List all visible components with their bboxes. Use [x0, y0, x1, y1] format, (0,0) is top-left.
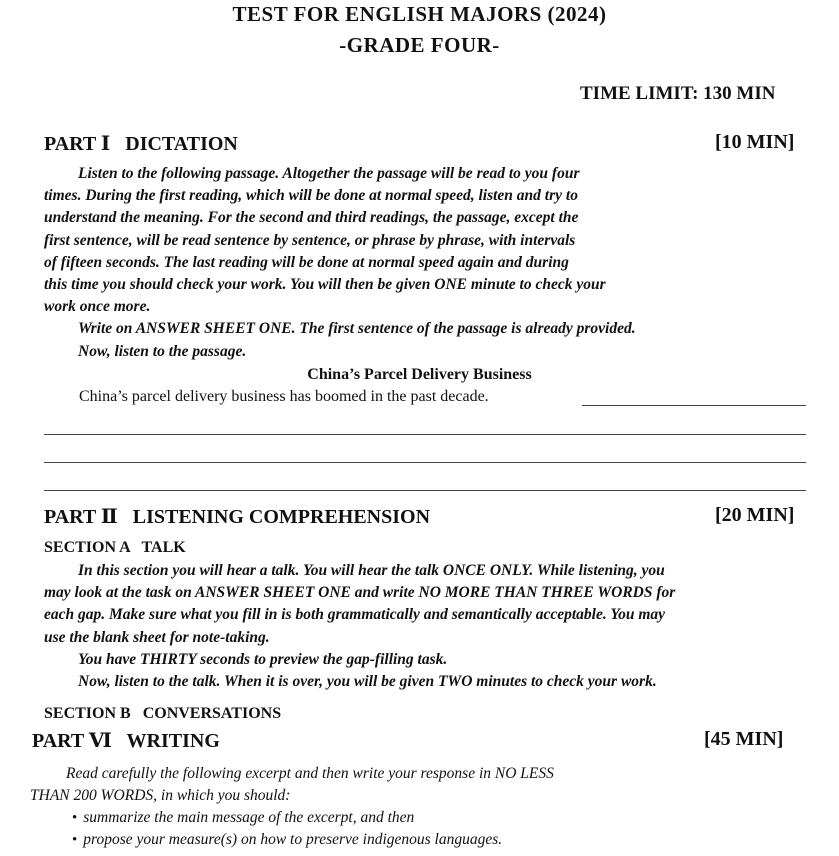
- exam-title: TEST FOR ENGLISH MAJORS (2024): [232, 2, 607, 26]
- part6-heading: PART Ⅵ WRITING: [32, 730, 220, 752]
- time-limit: TIME LIMIT: 130 MIN: [580, 83, 776, 104]
- part2-preview: You have THIRTY seconds to preview the gap-filling task.: [78, 650, 448, 668]
- part1-write-on: Write on ANSWER SHEET ONE. The first sentence of the passage is already provided.: [78, 320, 636, 338]
- part1-instructions: [44, 163, 704, 363]
- section-a-heading: SECTION A TALK: [44, 539, 186, 556]
- dictation-blank-line[interactable]: [44, 462, 806, 463]
- part2-listen: Now, listen to the talk. When it is over, you will be given TWO minutes to check your work.: [78, 673, 657, 691]
- bullet-icon: •: [72, 810, 78, 826]
- part2-heading: PART Ⅱ LISTENING COMPREHENSION: [44, 506, 431, 528]
- part2-instructions: [44, 560, 814, 693]
- dictation-blank-line[interactable]: [44, 434, 806, 435]
- part6-intro-line1: Read carefully the following excerpt and then write your response in NO LESS: [66, 765, 554, 782]
- part1-instr-line: understand the meaning. For the second and third readings, the passage, except the: [44, 209, 579, 227]
- part1-time: [10 MIN]: [715, 131, 795, 153]
- part1-listen: Now, listen to the passage.: [78, 342, 247, 360]
- first-sentence: China’s parcel delivery business has boomed in the past decade.: [79, 388, 489, 405]
- section-b-heading: SECTION B CONVERSATIONS: [44, 705, 282, 722]
- part2-instr-line: each gap. Make sure what you fill in is both grammatically and semantically acceptable. You may: [44, 606, 665, 624]
- part1-heading: PART Ⅰ DICTATION: [44, 133, 238, 155]
- part2-time: [20 MIN]: [715, 504, 795, 526]
- part1-instr-line: Listen to the following passage. Altogether the passage will be read to you four: [78, 165, 580, 182]
- bullet-text: summarize the main message of the excerpt, and then: [83, 809, 415, 826]
- part6-intro-line2: THAN 200 WORDS, in which you should:: [30, 787, 291, 804]
- dictation-blank-line[interactable]: [582, 405, 806, 406]
- part6-bullet-1: [72, 809, 414, 827]
- exam-subtitle: -GRADE FOUR-: [339, 33, 500, 57]
- bullet-icon: •: [72, 832, 78, 848]
- passage-title: China’s Parcel Delivery Business: [307, 366, 532, 383]
- part2-instr-line: may look at the task on ANSWER SHEET ONE and write NO MORE THAN THREE WORDS for: [44, 584, 676, 602]
- part2-instr-line: In this section you will hear a talk. You will hear the talk ONCE ONLY. While listening, you: [78, 562, 665, 579]
- part1-instr-line: of fifteen seconds. The last reading will be done at normal speed again and during: [44, 253, 569, 271]
- part1-instr-line: this time you should check your work. You will then be given ONE minute to check your: [44, 276, 606, 294]
- part6-time: [45 MIN]: [704, 728, 784, 750]
- bullet-text: propose your measure(s) on how to preserve indigenous languages.: [83, 831, 503, 848]
- part2-instr-line: use the blank sheet for note-taking.: [44, 628, 270, 646]
- part1-instr-line: first sentence, will be read sentence by sentence, or phrase by phrase, with intervals: [44, 231, 576, 249]
- part1-instr-line: work once more.: [44, 298, 151, 316]
- part6-bullet-2: [72, 831, 502, 849]
- part1-instr-line: times. During the first reading, which will be done at normal speed, listen and try to: [44, 187, 578, 205]
- dictation-blank-line[interactable]: [44, 490, 806, 491]
